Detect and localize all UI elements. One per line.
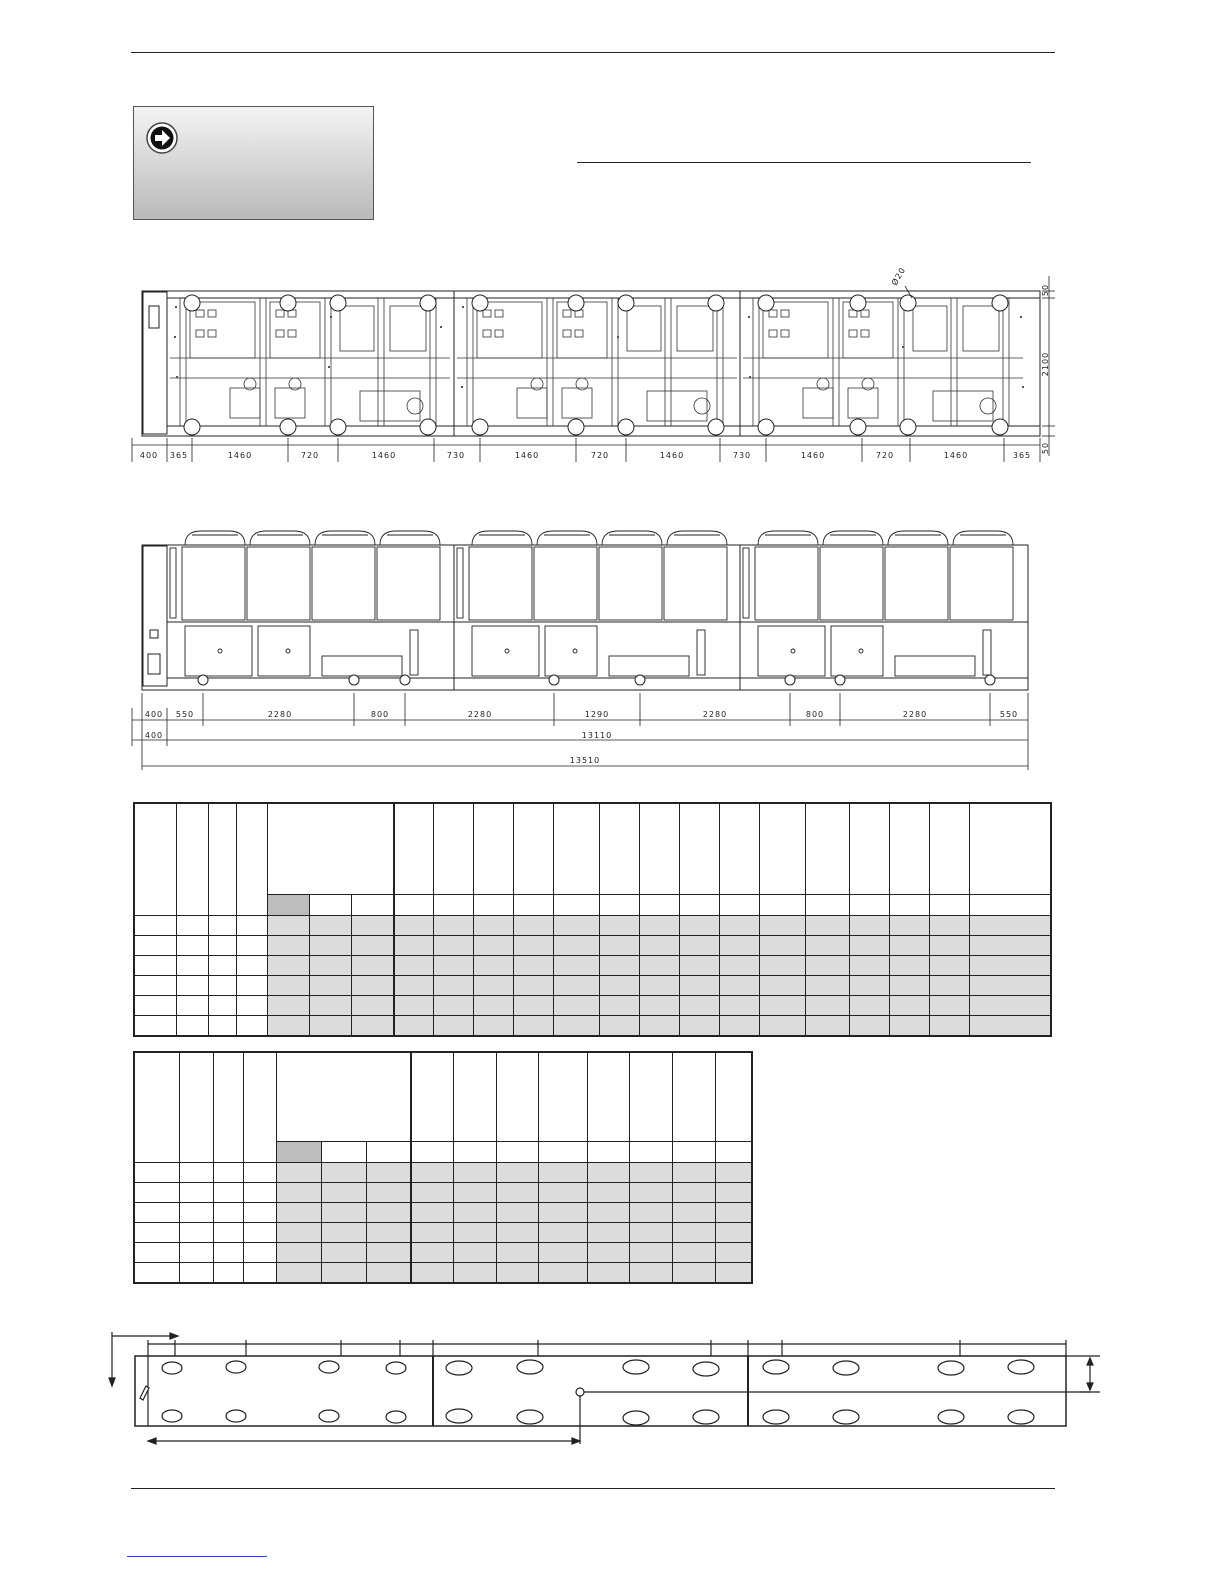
side-dim: 400 [144,731,164,740]
side-dim: 2280 [467,710,493,719]
table-header-row [135,804,1051,895]
plan-dim: 1460 [227,451,253,460]
table-row [135,936,1051,956]
side-dim: 800 [370,710,390,719]
table-row [135,1203,752,1223]
table-row [135,996,1051,1016]
side-dim: 2280 [267,710,293,719]
side-dim: 2280 [702,710,728,719]
side-dim: 550 [999,710,1019,719]
plan-dim: 1460 [371,451,397,460]
plan-dim: 365 [169,451,189,460]
section-heading-underline [577,162,1031,163]
table-row [135,1243,752,1263]
plan-dim: 1460 [659,451,685,460]
table-row [135,1183,752,1203]
plan-dim: 1460 [514,451,540,460]
note-callout-box [133,106,374,220]
table-row [135,1016,1051,1036]
side-dim: 550 [175,710,195,719]
header-rule [131,52,1055,53]
table-row [135,956,1051,976]
table-row [135,1263,752,1283]
table-row [135,976,1051,996]
plan-dim: 1460 [943,451,969,460]
plan-dim: 730 [446,451,466,460]
side-dim: 13110 [581,731,613,740]
table-row [135,1223,752,1243]
data-table-1 [134,803,1051,1036]
side-view-drawing [130,518,1040,773]
plan-dim: 1460 [800,451,826,460]
plan-dim: 365 [1012,451,1032,460]
plan-dim: 720 [590,451,610,460]
side-dim: 13510 [569,756,601,765]
plan-dim: 400 [139,451,159,460]
plan-dim: 720 [300,451,320,460]
plan-side-dim: 50 [1041,441,1050,455]
foot-layout-diagram [100,1326,1100,1450]
plan-dim: 720 [875,451,895,460]
hole-diameter-label: Ø20 [889,266,908,287]
footer-link[interactable] [127,1556,267,1557]
plan-dim: 730 [732,451,752,460]
footer-rule [131,1488,1055,1489]
side-dim: 400 [144,710,164,719]
side-dim: 1290 [584,710,610,719]
plan-view-drawing [130,266,1060,466]
side-dim: 800 [805,710,825,719]
table-row [135,916,1051,936]
table-subheader-row [135,895,1051,916]
table-row [135,1163,752,1183]
data-table-2 [134,1052,752,1283]
plan-side-dim: 2100 [1041,351,1050,377]
arrow-right-circle-icon [145,121,179,155]
table-header-row [135,1053,752,1142]
side-dim: 2280 [902,710,928,719]
plan-side-dim: 50 [1041,283,1050,297]
